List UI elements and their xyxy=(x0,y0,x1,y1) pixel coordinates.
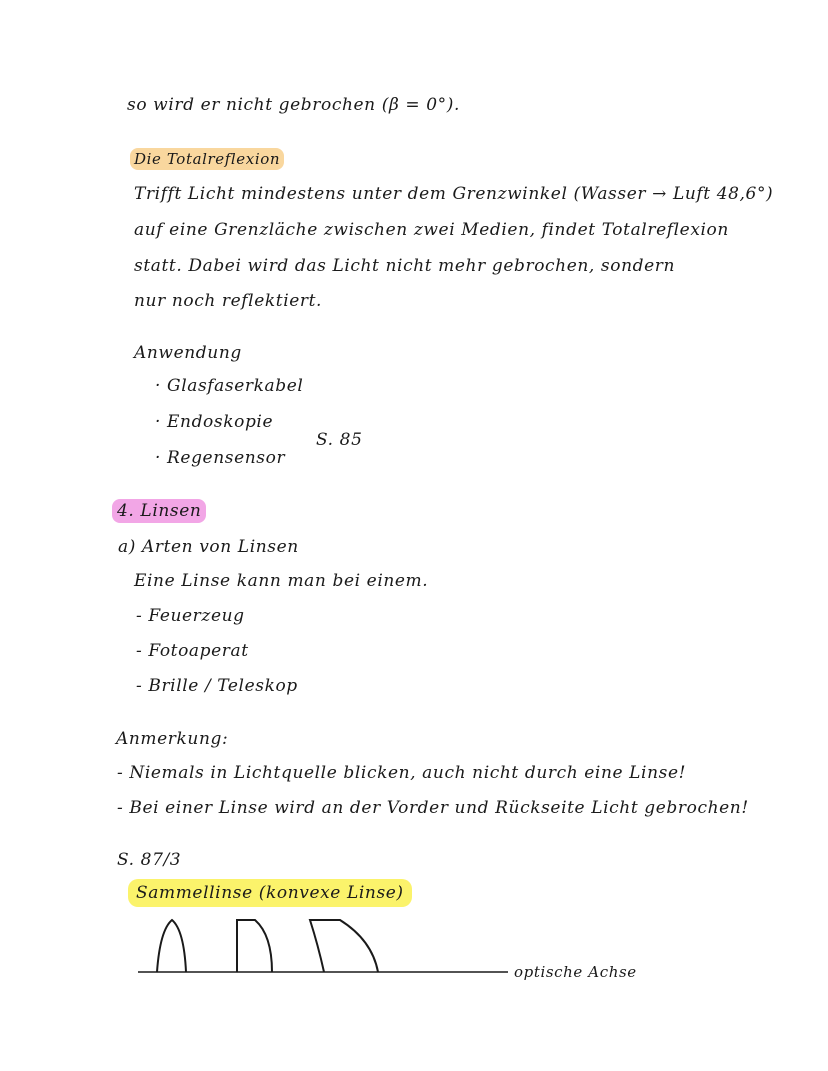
section-4-heading-text: 4. Linsen xyxy=(112,499,206,523)
bullet-icon: · xyxy=(155,376,168,396)
anmerkung-heading: Anmerkung: xyxy=(116,729,229,749)
page-reference-85: S. 85 xyxy=(316,430,363,450)
bullet-icon: · xyxy=(155,448,168,468)
list-item-fotoaperat: - Fotoaperat xyxy=(136,641,249,661)
totalreflexion-line-3: statt. Dabei wird das Licht nicht mehr gebrochen, sondern xyxy=(134,256,676,276)
list-item-brille: - Brille / Teleskop xyxy=(136,676,298,696)
eine-linse-line: Eine Linse kann man bei einem. xyxy=(134,571,429,591)
anwendung-heading: Anwendung xyxy=(134,343,242,363)
bullet-icon: · xyxy=(155,412,168,432)
application-label: Endoskopie xyxy=(167,412,274,432)
application-label: Glasfaserkabel xyxy=(167,376,304,396)
anmerkung-note-1: - Niemals in Lichtquelle blicken, auch nicht durch eine Linse! xyxy=(117,763,687,783)
totalreflexion-heading-text: Die Totalreflexion xyxy=(130,148,284,170)
optical-axis-label-wrap xyxy=(514,962,637,981)
totalreflexion-line-4: nur noch reflektiert. xyxy=(134,291,323,311)
list-item-feuerzeug: - Feuerzeug xyxy=(136,606,245,626)
page-reference-87: S. 87/3 xyxy=(117,850,182,870)
intro-line: so wird er nicht gebrochen (β = 0°). xyxy=(127,95,460,115)
biconvex-lens-shape xyxy=(157,920,186,972)
meniscus-lens-shape xyxy=(310,920,378,972)
totalreflexion-line-1: Trifft Licht mindestens unter dem Grenzwinkel (Wasser → Luft 48,6°) xyxy=(134,184,774,204)
sammellinse-heading-text: Sammellinse (konvexe Linse) xyxy=(128,879,412,907)
arten-von-linsen-heading: a) Arten von Linsen xyxy=(118,537,299,557)
optical-axis-label: optische Achse xyxy=(514,963,637,981)
anmerkung-note-2: - Bei einer Linse wird an der Vorder und Rückseite Licht gebrochen! xyxy=(117,798,749,818)
application-label: Regensensor xyxy=(167,448,286,468)
plano-convex-lens-shape xyxy=(237,920,272,972)
totalreflexion-line-2: auf eine Grenzläche zwischen zwei Medien, findet Totalreflexion xyxy=(134,220,729,240)
